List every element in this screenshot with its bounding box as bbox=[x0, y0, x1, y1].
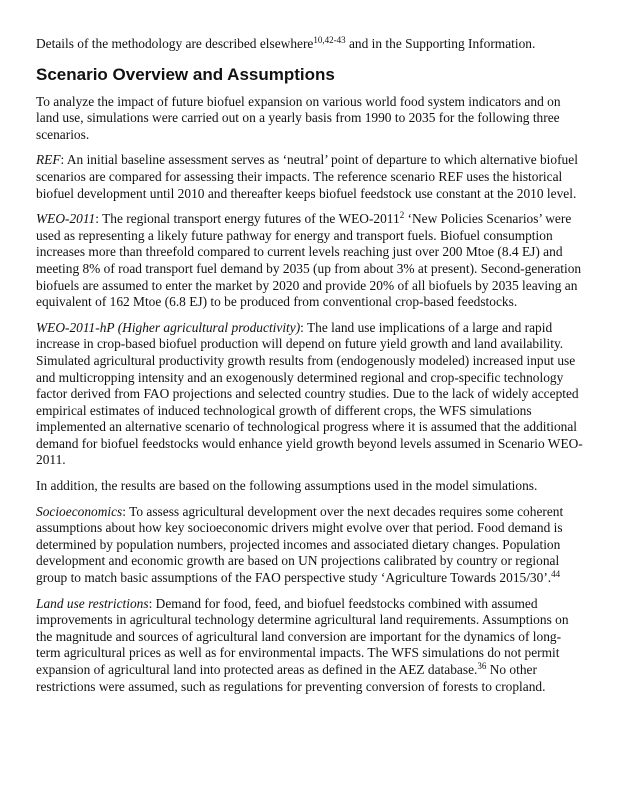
weo-citation: 2 bbox=[399, 210, 405, 221]
ref-scenario-body: : An initial baseline assessment serves as ‘neutral’ point of departure to which alternative biofuel scenarios are compared for assessing their impacts. The reference scenario REF uses the historical biofuel development until 2010 and thereafter keeps biofuel feedstock use constant at the 2010 level. bbox=[36, 152, 578, 201]
intro-text-after: and in the Supporting Information. bbox=[345, 36, 536, 51]
section-heading: Scenario Overview and Assumptions bbox=[36, 64, 335, 84]
socioeconomics-paragraph bbox=[36, 504, 584, 587]
socioeconomics-term: Socioeconomics bbox=[36, 503, 123, 519]
intro-paragraph bbox=[36, 36, 584, 53]
land-use-term: Land use restrictions bbox=[36, 595, 149, 611]
weo-scenario-term: WEO-2011 bbox=[36, 211, 96, 227]
hp-scenario-paragraph bbox=[36, 320, 584, 469]
ref-scenario-paragraph bbox=[36, 152, 584, 202]
land-use-body-a: : Demand for food, feed, and biofuel feedstocks combined with assumed improvements in agricultural technology determine agricultural land requirements. Assumptions on the magnitude and sources of agricultural land conversion are important for the dynamics of long-term agricultural prices as well as for environmental impacts. The WFS simulations do not permit expansion of agricultural land into protected areas as defined in the AEZ database. bbox=[36, 595, 569, 677]
assumptions-intro-paragraph: In addition, the results are based on the following assumptions used in the model simulations. bbox=[36, 478, 538, 494]
land-use-body-b: No other restrictions were assumed, such as regulations for preventing conversion of forests to cropland. bbox=[36, 662, 546, 694]
intro-text: Details of the methodology are described elsewhere bbox=[36, 36, 314, 51]
weo-scenario-body-b: ‘New Policies Scenarios’ were used as representing a likely future pathway for energy and transport fuels. Biofuel consumption increases more than threefold compared to current levels reaching just over 200 Mtoe (8.4 EJ) and meeting 8% of road transport fuel demand by 2035 (up from about 3% at present). Second-generation biofuels are assumed to enter the market by 2020 and provide 20% of all biofuels by 2035 leaving an equivalent of 162 Mtoe (6.8 EJ) to be produced from conventional crop-based feedstocks. bbox=[36, 211, 582, 310]
scenarios-intro-paragraph: To analyze the impact of future biofuel expansion on various world food system indicators and on land use, simulations were carried out on a yearly basis from 1990 to 2035 for the following three scenarios. bbox=[36, 93, 561, 142]
hp-scenario-body: : The land use implications of a large and rapid increase in crop-based biofuel production will depend on future yield growth and land availability. Simulated agricultural productivity growth results from (endogenously modeled) increased input use and multicropping intensity and an exogenously determined regional and crop-specific technology factor derived from FAO projections and selected country studies. Due to the lack of widely accepted empirical estimates of induced technological growth of different crops, the WFS simulations implemented an alternative scenario of technological progress where it is assumed that the additional demand for biofuel feedstocks would enhance yield growth beyond levels assumed in Scenario WEO-2011. bbox=[36, 319, 583, 468]
hp-scenario-term: WEO-2011-hP (Higher agricultural productivity) bbox=[36, 319, 301, 335]
weo-scenario-body-a: : The regional transport energy futures of the WEO-2011 bbox=[95, 211, 400, 227]
socioeconomics-citation: 44 bbox=[551, 569, 561, 580]
land-use-citation: 36 bbox=[477, 661, 487, 671]
document-page bbox=[36, 36, 584, 704]
socioeconomics-body: : To assess agricultural development over the next decades requires some coherent assumptions about how key socioeconomic drivers might evolve over that period. Food demand is determined by population numbers, projected incomes and associated dietary changes. Population development and economic growth are based on UN projections calibrated by country or regional group to match basic assumptions of the FAO perspective study ‘Agriculture Towards 2015/30’. bbox=[36, 503, 564, 586]
weo-scenario-paragraph bbox=[36, 211, 584, 311]
intro-citation: 10,42-43 bbox=[313, 35, 346, 45]
land-use-paragraph bbox=[36, 596, 584, 696]
ref-scenario-term: REF bbox=[36, 152, 61, 168]
